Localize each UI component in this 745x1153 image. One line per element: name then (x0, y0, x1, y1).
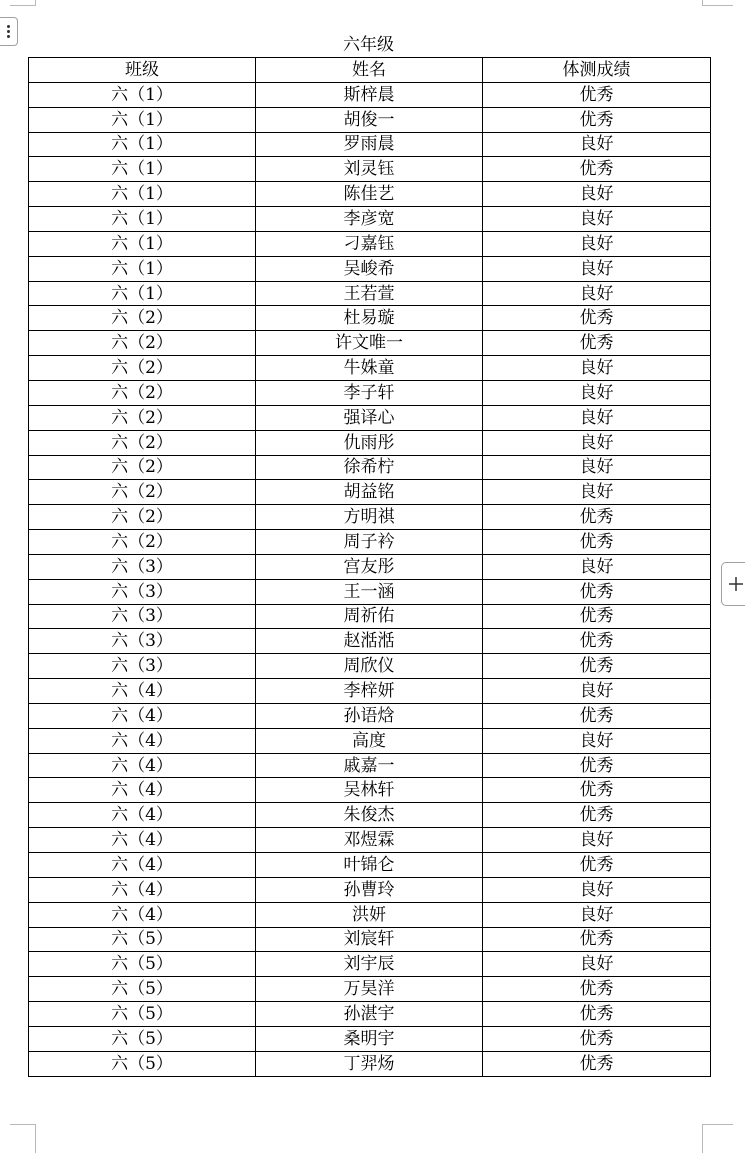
cell-class[interactable]: 六（2） (29, 380, 256, 405)
cell-name[interactable]: 叶锦仑 (256, 853, 483, 878)
cell-class[interactable]: 六（5） (29, 977, 256, 1002)
cell-class[interactable]: 六（2） (29, 405, 256, 430)
grades-table (28, 57, 711, 1077)
cell-name[interactable]: 徐希柠 (256, 455, 483, 480)
cell-score[interactable]: 良好 (483, 728, 711, 753)
cell-score[interactable]: 良好 (483, 405, 711, 430)
table-row (29, 828, 711, 853)
cell-name[interactable]: 戚嘉一 (256, 753, 483, 778)
cell-class[interactable]: 六（4） (29, 828, 256, 853)
cell-score[interactable]: 优秀 (483, 803, 711, 828)
cell-score[interactable]: 优秀 (483, 977, 711, 1002)
header-score: 体测成绩 (483, 58, 711, 83)
table-row (29, 107, 711, 132)
cell-name[interactable]: 刘宸轩 (256, 927, 483, 952)
cell-name[interactable]: 刁嘉钰 (256, 231, 483, 256)
cell-score[interactable]: 优秀 (483, 331, 711, 356)
table-row (29, 654, 711, 679)
table-row (29, 157, 711, 182)
cell-class[interactable]: 六（5） (29, 927, 256, 952)
table-row (29, 207, 711, 232)
cell-score[interactable]: 优秀 (483, 1026, 711, 1051)
cell-class[interactable]: 六（3） (29, 604, 256, 629)
cell-score[interactable]: 优秀 (483, 157, 711, 182)
cell-class[interactable]: 六（5） (29, 1002, 256, 1027)
cell-class[interactable]: 六（1） (29, 107, 256, 132)
table-row (29, 256, 711, 281)
cell-score[interactable]: 良好 (483, 281, 711, 306)
cell-score[interactable]: 优秀 (483, 853, 711, 878)
table-row (29, 380, 711, 405)
cell-name[interactable]: 吴峻希 (256, 256, 483, 281)
cell-score[interactable]: 优秀 (483, 505, 711, 530)
cell-score[interactable]: 优秀 (483, 530, 711, 555)
table-row (29, 679, 711, 704)
cell-score[interactable]: 良好 (483, 952, 711, 977)
cell-score[interactable]: 良好 (483, 256, 711, 281)
cell-name[interactable]: 方明祺 (256, 505, 483, 530)
table-row (29, 1002, 711, 1027)
cell-name[interactable]: 陈佳艺 (256, 182, 483, 207)
cell-name[interactable]: 洪妍 (256, 902, 483, 927)
cell-score[interactable]: 优秀 (483, 629, 711, 654)
table-row (29, 1026, 711, 1051)
cell-class[interactable]: 六（4） (29, 853, 256, 878)
cell-score[interactable]: 优秀 (483, 703, 711, 728)
cell-score[interactable]: 优秀 (483, 1002, 711, 1027)
cell-class[interactable]: 六（2） (29, 455, 256, 480)
table-row (29, 877, 711, 902)
cell-name[interactable]: 周子衿 (256, 530, 483, 555)
cell-class[interactable]: 六（4） (29, 753, 256, 778)
table-row (29, 405, 711, 430)
header-name: 姓名 (256, 58, 483, 83)
cell-score[interactable]: 优秀 (483, 107, 711, 132)
table-row (29, 505, 711, 530)
table-row (29, 554, 711, 579)
cell-name[interactable]: 朱俊杰 (256, 803, 483, 828)
cell-name[interactable]: 孙语焓 (256, 703, 483, 728)
add-row-button[interactable] (721, 562, 745, 606)
cell-name[interactable]: 刘灵钰 (256, 157, 483, 182)
table-row (29, 629, 711, 654)
cell-class[interactable]: 六（2） (29, 331, 256, 356)
table-row (29, 927, 711, 952)
cell-class[interactable]: 六（1） (29, 157, 256, 182)
table-row (29, 480, 711, 505)
cell-score[interactable]: 优秀 (483, 82, 711, 107)
cell-class[interactable]: 六（4） (29, 877, 256, 902)
plus-icon (728, 576, 744, 592)
cell-name[interactable]: 王若萱 (256, 281, 483, 306)
table-row (29, 753, 711, 778)
cell-class[interactable]: 六（5） (29, 952, 256, 977)
cell-name[interactable]: 万昊洋 (256, 977, 483, 1002)
table-row (29, 530, 711, 555)
table-row (29, 182, 711, 207)
table-row (29, 455, 711, 480)
cell-name[interactable]: 孙曹玲 (256, 877, 483, 902)
crop-mark-top-left (10, 0, 36, 6)
table-row (29, 579, 711, 604)
cell-class[interactable]: 六（5） (29, 1026, 256, 1051)
table-header-row (29, 58, 711, 83)
cell-name[interactable]: 许文唯一 (256, 331, 483, 356)
table-row (29, 281, 711, 306)
crop-mark-top-right (702, 0, 733, 6)
cell-score[interactable]: 优秀 (483, 306, 711, 331)
cell-score[interactable]: 良好 (483, 231, 711, 256)
cell-score[interactable]: 良好 (483, 182, 711, 207)
cell-class[interactable]: 六（1） (29, 231, 256, 256)
document-title: 六年级 (343, 35, 394, 55)
cell-name[interactable]: 高度 (256, 728, 483, 753)
cell-name[interactable]: 刘宇辰 (256, 952, 483, 977)
table-row (29, 803, 711, 828)
table-row (29, 728, 711, 753)
cell-class[interactable]: 六（2） (29, 505, 256, 530)
table-row (29, 331, 711, 356)
cell-score[interactable]: 优秀 (483, 1051, 711, 1076)
cell-class[interactable]: 六（2） (29, 530, 256, 555)
cell-name[interactable]: 王一涵 (256, 579, 483, 604)
cell-class[interactable]: 六（3） (29, 579, 256, 604)
cell-name[interactable]: 宫友彤 (256, 554, 483, 579)
cell-name[interactable]: 孙湛宇 (256, 1002, 483, 1027)
cell-class[interactable]: 六（1） (29, 132, 256, 157)
cell-name[interactable]: 赵湉湉 (256, 629, 483, 654)
cell-class[interactable]: 六（2） (29, 356, 256, 381)
table-row (29, 231, 711, 256)
table-row (29, 306, 711, 331)
cell-name[interactable]: 斯梓晨 (256, 82, 483, 107)
cell-class[interactable]: 六（2） (29, 430, 256, 455)
cell-class[interactable]: 六（1） (29, 182, 256, 207)
table-drag-handle[interactable] (0, 17, 18, 46)
cell-class[interactable]: 六（1） (29, 82, 256, 107)
cell-name[interactable]: 邓煜霖 (256, 828, 483, 853)
cell-class[interactable]: 六（4） (29, 703, 256, 728)
cell-class[interactable]: 六（1） (29, 256, 256, 281)
cell-class[interactable]: 六（2） (29, 306, 256, 331)
cell-name[interactable]: 强译心 (256, 405, 483, 430)
cell-name[interactable]: 丁羿炀 (256, 1051, 483, 1076)
cell-score[interactable]: 优秀 (483, 753, 711, 778)
table-row (29, 82, 711, 107)
cell-score[interactable]: 良好 (483, 877, 711, 902)
cell-class[interactable]: 六（1） (29, 207, 256, 232)
cell-score[interactable]: 优秀 (483, 579, 711, 604)
cell-class[interactable]: 六（3） (29, 554, 256, 579)
table-row (29, 132, 711, 157)
cell-score[interactable]: 优秀 (483, 604, 711, 629)
cell-score[interactable]: 良好 (483, 902, 711, 927)
cell-score[interactable]: 优秀 (483, 654, 711, 679)
table-row (29, 1051, 711, 1076)
cell-name[interactable]: 李梓妍 (256, 679, 483, 704)
table-row (29, 356, 711, 381)
cell-name[interactable]: 胡益铭 (256, 480, 483, 505)
cell-name[interactable]: 牛姝童 (256, 356, 483, 381)
cell-class[interactable]: 六（4） (29, 902, 256, 927)
cell-name[interactable]: 杜易璇 (256, 306, 483, 331)
cell-name[interactable]: 罗雨晨 (256, 132, 483, 157)
drag-handle-icon (7, 25, 10, 38)
header-class: 班级 (29, 58, 256, 83)
cell-score[interactable]: 良好 (483, 207, 711, 232)
cell-name[interactable]: 李彦宽 (256, 207, 483, 232)
cell-name[interactable]: 仇雨彤 (256, 430, 483, 455)
table-row (29, 604, 711, 629)
cell-name[interactable]: 胡俊一 (256, 107, 483, 132)
table-row (29, 703, 711, 728)
cell-score[interactable]: 良好 (483, 679, 711, 704)
cell-score[interactable]: 良好 (483, 554, 711, 579)
table-row (29, 778, 711, 803)
cell-class[interactable]: 六（4） (29, 803, 256, 828)
cell-score[interactable]: 良好 (483, 455, 711, 480)
cell-score[interactable]: 良好 (483, 356, 711, 381)
cell-name[interactable]: 吴林轩 (256, 778, 483, 803)
cell-score[interactable]: 良好 (483, 828, 711, 853)
cell-name[interactable]: 周祈佑 (256, 604, 483, 629)
cell-score[interactable]: 良好 (483, 132, 711, 157)
cell-class[interactable]: 六（5） (29, 1051, 256, 1076)
crop-mark-bottom-left (10, 1124, 36, 1153)
cell-name[interactable]: 桑明宇 (256, 1026, 483, 1051)
table-row (29, 853, 711, 878)
cell-name[interactable]: 周欣仪 (256, 654, 483, 679)
crop-mark-bottom-right (702, 1124, 733, 1153)
cell-class[interactable]: 六（4） (29, 778, 256, 803)
cell-score[interactable]: 良好 (483, 430, 711, 455)
cell-score[interactable]: 优秀 (483, 927, 711, 952)
cell-score[interactable]: 优秀 (483, 778, 711, 803)
cell-class[interactable]: 六（4） (29, 728, 256, 753)
cell-class[interactable]: 六（3） (29, 629, 256, 654)
cell-class[interactable]: 六（3） (29, 654, 256, 679)
cell-class[interactable]: 六（1） (29, 281, 256, 306)
cell-name[interactable]: 李子轩 (256, 380, 483, 405)
cell-class[interactable]: 六（4） (29, 679, 256, 704)
table-row (29, 430, 711, 455)
table-row (29, 952, 711, 977)
cell-score[interactable]: 良好 (483, 480, 711, 505)
table-row (29, 977, 711, 1002)
table-row (29, 902, 711, 927)
cell-class[interactable]: 六（2） (29, 480, 256, 505)
cell-score[interactable]: 良好 (483, 380, 711, 405)
